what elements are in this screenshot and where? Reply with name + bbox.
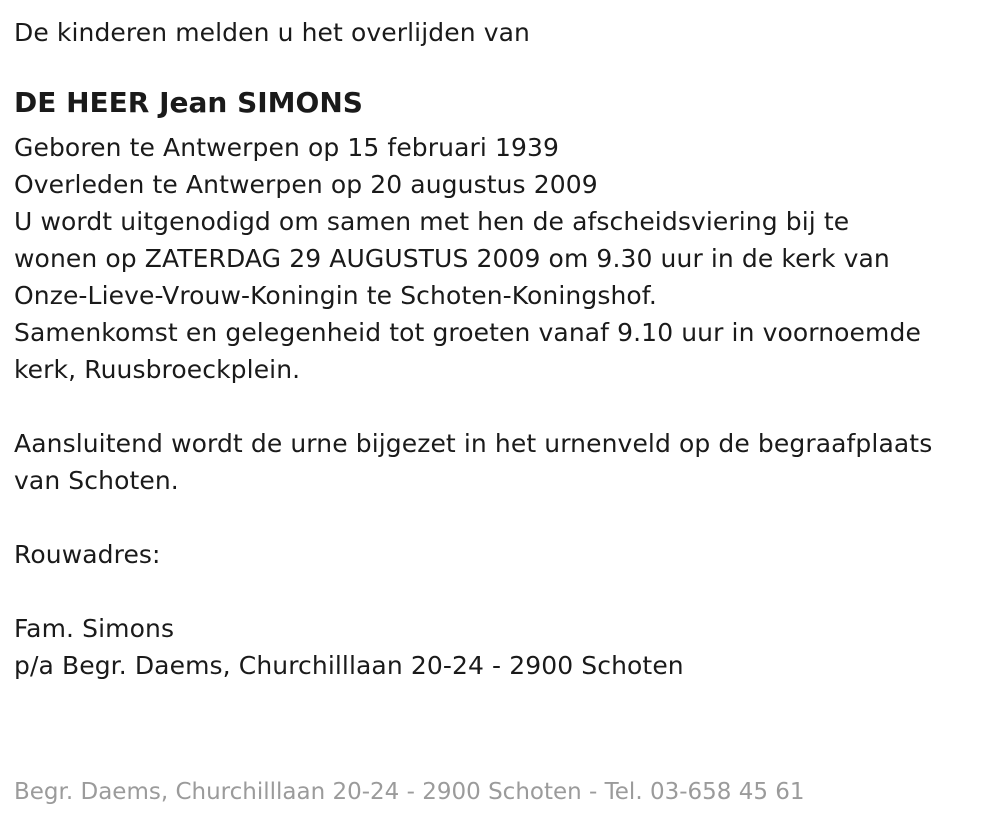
birth-line: Geboren te Antwerpen op 15 februari 1939: [14, 133, 560, 162]
death-line: Overleden te Antwerpen op 20 augustus 2009: [14, 170, 598, 199]
burial-line: van Schoten.: [14, 466, 179, 495]
address-line: Fam. Simons: [14, 614, 175, 643]
invitation-line: Onze-Lieve-Vrouw-Koningin te Schoten-Koningshof.: [14, 281, 657, 310]
spacer: [14, 573, 982, 610]
address-line: p/a Begr. Daems, Churchilllaan 20-24 - 2900 Schoten: [14, 651, 684, 680]
spacer: [14, 388, 982, 425]
funeral-home-footer: Begr. Daems, Churchilllaan 20-24 - 2900 Schoten - Tel. 03-658 45 61: [14, 779, 805, 805]
invitation-block: [14, 203, 982, 388]
invitation-line: U wordt uitgenodigd om samen met hen de afscheidsviering bij te: [14, 207, 850, 236]
burial-line: Aansluitend wordt de urne bijgezet in het urnenveld op de begraafplaats: [14, 429, 933, 458]
invitation-line: wonen op ZATERDAG 29 AUGUSTUS 2009 om 9.30 uur in de kerk van: [14, 244, 890, 273]
spacer: [14, 499, 982, 536]
deceased-name: DE HEER Jean SIMONS: [14, 86, 363, 119]
address-label: Rouwadres:: [14, 540, 161, 569]
invitation-line: Samenkomst en gelegenheid tot groeten vanaf 9.10 uur in voornoemde: [14, 318, 921, 347]
address-block: [14, 610, 982, 684]
burial-block: [14, 425, 982, 499]
invitation-line: kerk, Ruusbroeckplein.: [14, 355, 301, 384]
intro-text: De kinderen melden u het overlijden van: [14, 18, 530, 47]
